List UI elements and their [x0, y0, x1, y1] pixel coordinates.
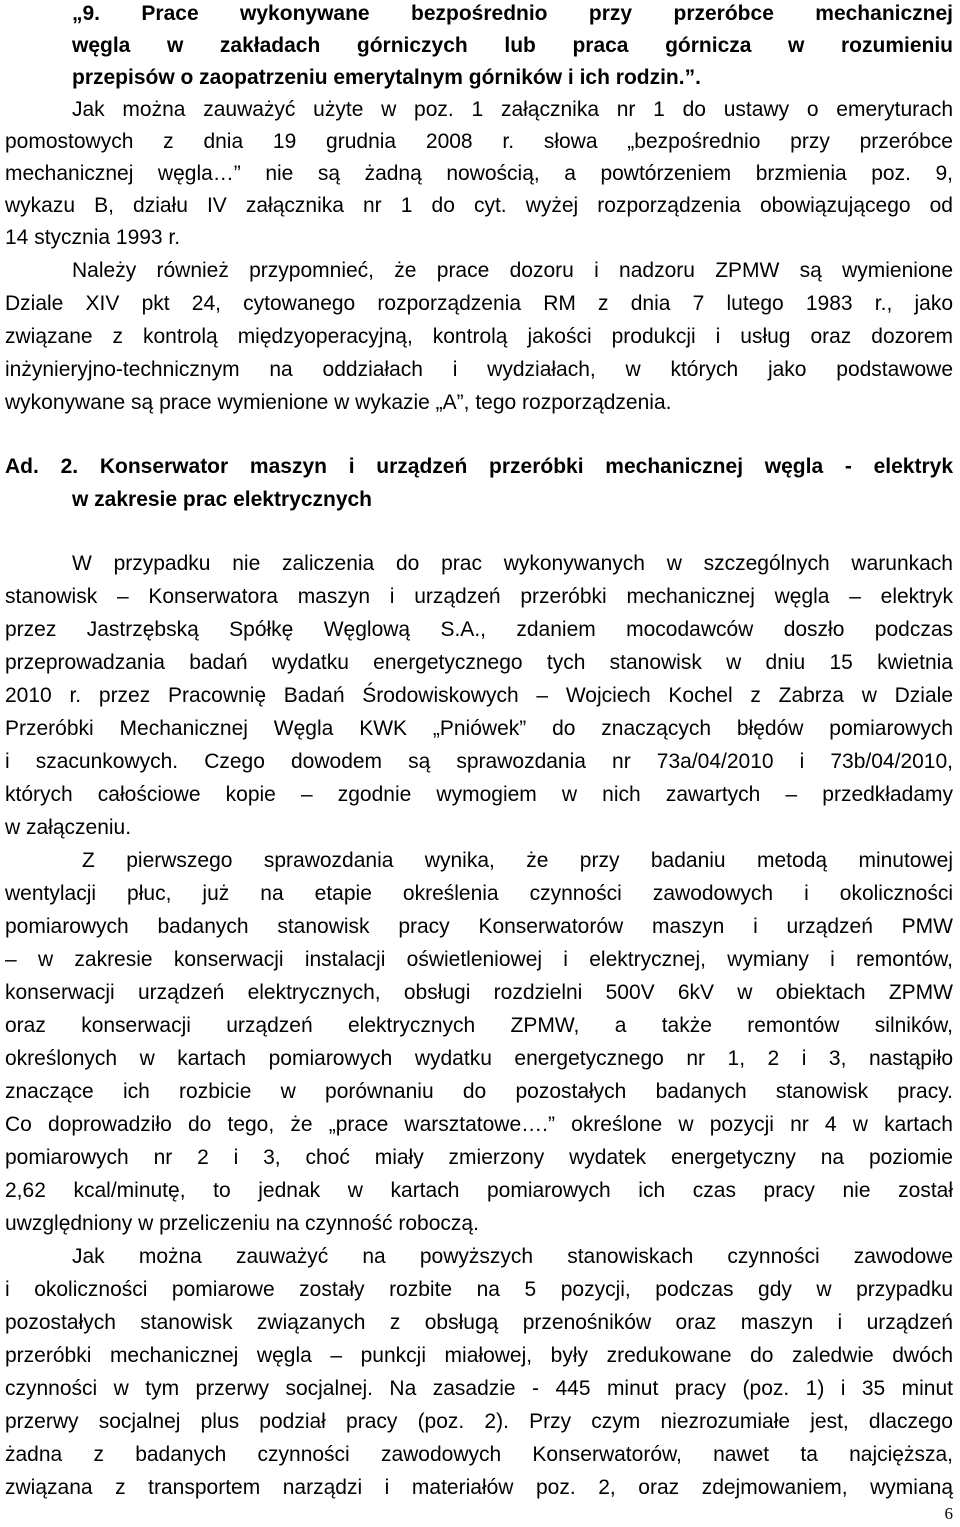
text-line: mechanicznej węgla…” nie są żadną nowością, a powtórzeniem brzmienia poz. 9,	[5, 162, 953, 185]
text-line: inżynieryjno-technicznym na oddziałach i wydziałach, w których jako podstawowe	[5, 358, 953, 381]
text-line: 2010 r. przez Pracownię Badań Środowiskowych – Wojciech Kochel z Zabrza w Dziale	[5, 684, 953, 707]
text-line: Jak można zauważyć użyte w poz. 1 załącznika nr 1 do ustawy o emeryturach	[72, 98, 953, 121]
text-line: – w zakresie konserwacji instalacji oświetleniowej i elektrycznej, wymiany i remontów,	[5, 948, 953, 971]
text-line: Co doprowadziło do tego, że „prace warsztatowe….” określone w pozycji nr 4 w kartach	[5, 1113, 953, 1136]
text-line: Dziale XIV pkt 24, cytowanego rozporządzenia RM z dnia 7 lutego 1983 r., jako	[5, 292, 953, 315]
text-line: w załączeniu.	[5, 816, 132, 839]
text-line: pomiarowych badanych stanowisk pracy Konserwatorów maszyn i urządzeń PMW	[5, 915, 953, 938]
text-line: Należy również przypomnieć, że prace dozoru i nadzoru ZPMW są wymienione	[72, 259, 953, 282]
text-line: 14 stycznia 1993 r.	[5, 226, 181, 249]
text-line: węgla w zakładach górniczych lub praca górnicza w rozumieniu	[72, 34, 953, 57]
text-line: pozostałych stanowisk związanych z obsługą przenośników oraz maszyn i urządzeń	[5, 1311, 953, 1334]
text-line: „9. Prace wykonywane bezpośrednio przy przeróbce mechanicznej	[72, 2, 953, 25]
text-line: 2,62 kcal/minutę, to jednak w kartach pomiarowych ich czas pracy nie został	[5, 1179, 953, 1202]
text-line: wykazu B, działu IV załącznika nr 1 do cyt. wyżej rozporządzenia obowiązującego od	[5, 194, 953, 217]
text-line: stanowisk – Konserwatora maszyn i urządzeń przeróbki mechanicznej węgla – elektryk	[5, 585, 953, 608]
text-line: znaczące ich rozbicie w porównaniu do pozostałych badanych stanowisk pracy.	[5, 1080, 953, 1103]
text-line: czynności w tym przerwy socjalnej. Na zasadzie - 445 minut pracy (poz. 1) i 35 minut	[5, 1377, 953, 1400]
text-line: których całościowe kopie – zgodnie wymogiem w nich zawartych – przedkładamy	[5, 783, 953, 806]
text-line: i szacunkowych. Czego dowodem są sprawozdania nr 73a/04/2010 i 73b/04/2010,	[5, 750, 953, 773]
text-line: pomiarowych nr 2 i 3, choć miały zmierzony wydatek energetyczny na poziomie	[5, 1146, 953, 1169]
text-line: Przeróbki Mechanicznej Węgla KWK „Pniówek” do znaczących błędów pomiarowych	[5, 717, 953, 740]
text-line: przeróbki mechanicznej węgla – punkcji miałowej, były zredukowane do zaledwie dwóch	[5, 1344, 953, 1367]
text-line: w zakresie prac elektrycznych	[72, 488, 373, 511]
page-number: 6	[944, 1504, 953, 1523]
text-line: wentylacji płuc, już na etapie określenia czynności zawodowych i okoliczności	[5, 882, 953, 905]
text-line: konserwacji urządzeń elektrycznych, obsługi rozdzielni 500V 6kV w obiektach ZPMW	[5, 981, 953, 1004]
text-line: uwzględniony w przeliczeniu na czynność roboczą.	[5, 1212, 479, 1235]
text-line: określonych w kartach pomiarowych wydatku energetycznego nr 1, 2 i 3, nastąpiło	[5, 1047, 953, 1070]
text-line: Z pierwszego sprawozdania wynika, że przy badaniu metodą minutowej	[82, 849, 953, 872]
text-line: wykonywane są prace wymienione w wykazie „A”, tego rozporządzenia.	[5, 391, 672, 414]
text-line: związana z transportem narządzi i materiałów poz. 2, oraz zdejmowaniem, wymianą	[5, 1476, 953, 1499]
text-line: przez Jastrzębską Spółkę Węglową S.A., zdaniem mocodawców doszło podczas	[5, 618, 953, 641]
text-line: pomostowych z dnia 19 grudnia 2008 r. słowa „bezpośrednio przy przeróbce	[5, 130, 953, 153]
text-line: przerwy socjalnej plus podział pracy (poz. 2). Przy czym niezrozumiałe jest, dlaczego	[5, 1410, 953, 1433]
text-line: przepisów o zaopatrzeniu emerytalnym górników i ich rodzin.”.	[72, 66, 701, 89]
text-line: oraz konserwacji urządzeń elektrycznych ZPMW, a także remontów silników,	[5, 1014, 953, 1037]
text-line: i okoliczności pomiarowe zostały rozbite na 5 pozycji, podczas gdy w przypadku	[5, 1278, 953, 1301]
text-line: przeprowadzania badań wydatku energetycznego tych stanowisk w dniu 15 kwietnia	[5, 651, 953, 674]
text-line: Jak można zauważyć na powyższych stanowiskach czynności zawodowe	[72, 1245, 953, 1268]
text-line: żadna z badanych czynności zawodowych Konserwatorów, nawet ta najcięższa,	[5, 1443, 953, 1466]
text-line: W przypadku nie zaliczenia do prac wykonywanych w szczególnych warunkach	[72, 552, 953, 575]
text-line: związane z kontrolą międzyoperacyjną, kontrolą jakości produkcji i usług oraz dozorem	[5, 325, 953, 348]
text-line: Ad. 2. Konserwator maszyn i urządzeń przeróbki mechanicznej węgla - elektryk	[5, 455, 953, 478]
